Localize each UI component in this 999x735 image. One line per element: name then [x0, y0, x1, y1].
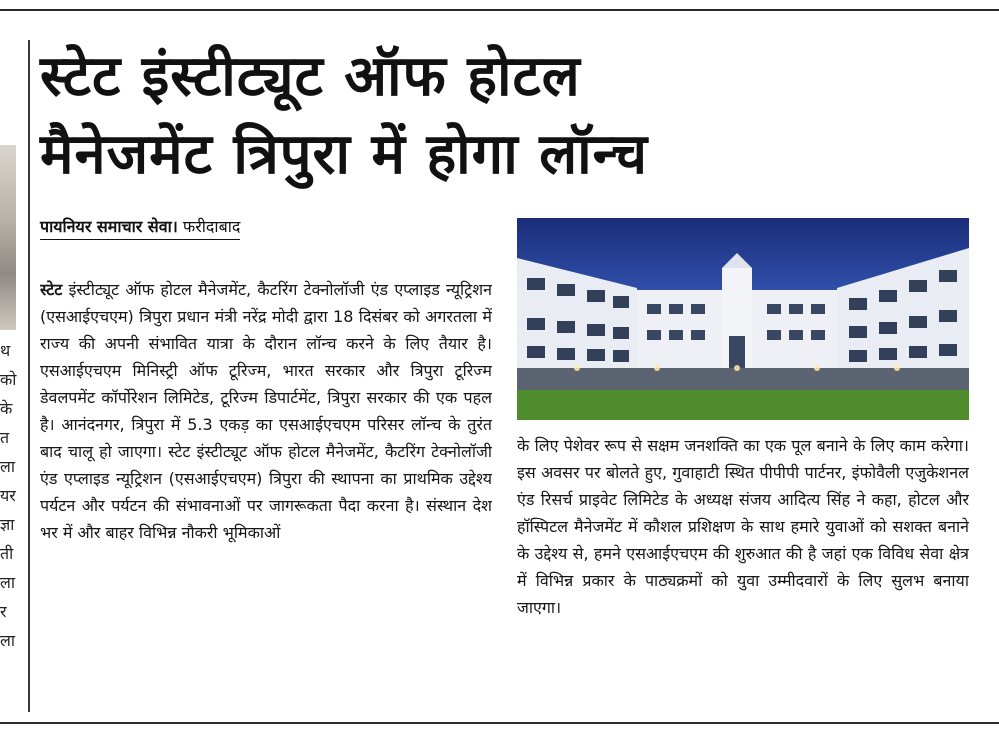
column-divider: [28, 40, 30, 712]
adjacent-column-fragment: को: [0, 370, 17, 389]
article-left-text: इंस्टीट्यूट ऑफ होटल मैनेजमेंट, कैटरिंग टेक्नोलॉजी एंड एप्लाइड न्यूट्रिशन (एसआईएचएम) त्रिपुरा प्रधान मंत्री नरेंद्र मोदी द्वारा 18 दिसंबर को अगरतला में राज्य की अपनी संभावित यात्रा के दौरान लॉन्च करने के लिए तैयार है। एसआईएचएम मिनिस्ट्री ऑफ टूरिज्म, भारत सरकार और त्रिपुरा टूरिज्म डेवलपमेंट कॉर्पोरेशन लिमिटेड, टूरिज्म डिपार्टमेंट, त्रिपुरा सरकार की एक पहल है। आनंदनगर, त्रिपुरा में 5.3 एकड़ का एसआईएचएम परिसर लॉन्च के तुरंत बाद चालू हो जाएगा। स्टेट इंस्टीट्यूट ऑफ होटल मैनेजमेंट, कैटरिंग टेक्नोलॉजी एंड एप्लाइड न्यूट्रिशन (एसआईएचएम) त्रिपुरा की स्थापना का प्राथमिक उद्देश्य पर्यटन और पर्यटन की संभावनाओं पर जागरूकता पैदा करना है। संस्थान देश भर में और बाहर विभिन्न नौकरी भूमिकाओं: [40, 280, 492, 542]
institute-building-photo: [517, 218, 969, 420]
adjacent-column-fragment: के: [0, 399, 13, 418]
adjacent-article-photo: [0, 145, 16, 330]
adjacent-column-fragment: ला: [0, 573, 15, 592]
article-lead-word: स्टेट: [40, 280, 63, 299]
adjacent-column-fragment: र: [0, 602, 7, 621]
building-illustration: [517, 218, 969, 420]
adjacent-column-fragment: ती: [0, 544, 14, 563]
headline-line-1: स्टेट इंस्टीट्यूट ऑफ होटल: [40, 44, 581, 109]
adjacent-column-fragment: थ: [0, 341, 11, 360]
top-rule: [0, 9, 999, 11]
article-column-right: के लिए पेशेवर रूप से सक्षम जनशक्ति का एक पूल बनाने के लिए काम करेगा। इस अवसर पर बोलते हुए, गुवाहाटी स्थित पीपीपी पार्टनर, इंफोवैली एजुकेशनल एंड रिसर्च प्राइवेट लिमिटेड के अध्यक्ष संजय आदित्य सिंह ने कहा, होटल और हॉस्पिटल मैनेजमेंट में कौशल प्रशिक्षण के साथ हमारे युवाओं को सशक्त बनाने के उद्देश्य से, हमने एसआईएचएम की शुरुआत की है जहां एक विविध सेवा क्षेत्र में विभिन्न प्रकार के पाठ्यक्रमों को युवा उम्मीदवारों के लिए सुलभ बनाया जाएगा।: [517, 436, 969, 617]
byline: [40, 216, 240, 240]
byline-location: फरीदाबाद: [182, 217, 241, 236]
byline-separator: ।: [171, 217, 178, 236]
adjacent-column-fragment: ला: [0, 457, 15, 476]
headline-line-2: मैनेजमेंट त्रिपुरा में होगा लॉन्च: [40, 122, 649, 187]
article-column-left: [40, 276, 492, 708]
bottom-rule: [0, 722, 999, 724]
adjacent-column-fragment: यर: [0, 486, 16, 505]
adjacent-column-fragment: ला: [0, 631, 15, 650]
adjacent-column-fragment: त: [0, 428, 10, 447]
byline-source: पायनियर समाचार सेवा: [40, 217, 172, 236]
adjacent-column-fragment: ज्ञा: [0, 515, 15, 534]
headline: [40, 38, 980, 194]
